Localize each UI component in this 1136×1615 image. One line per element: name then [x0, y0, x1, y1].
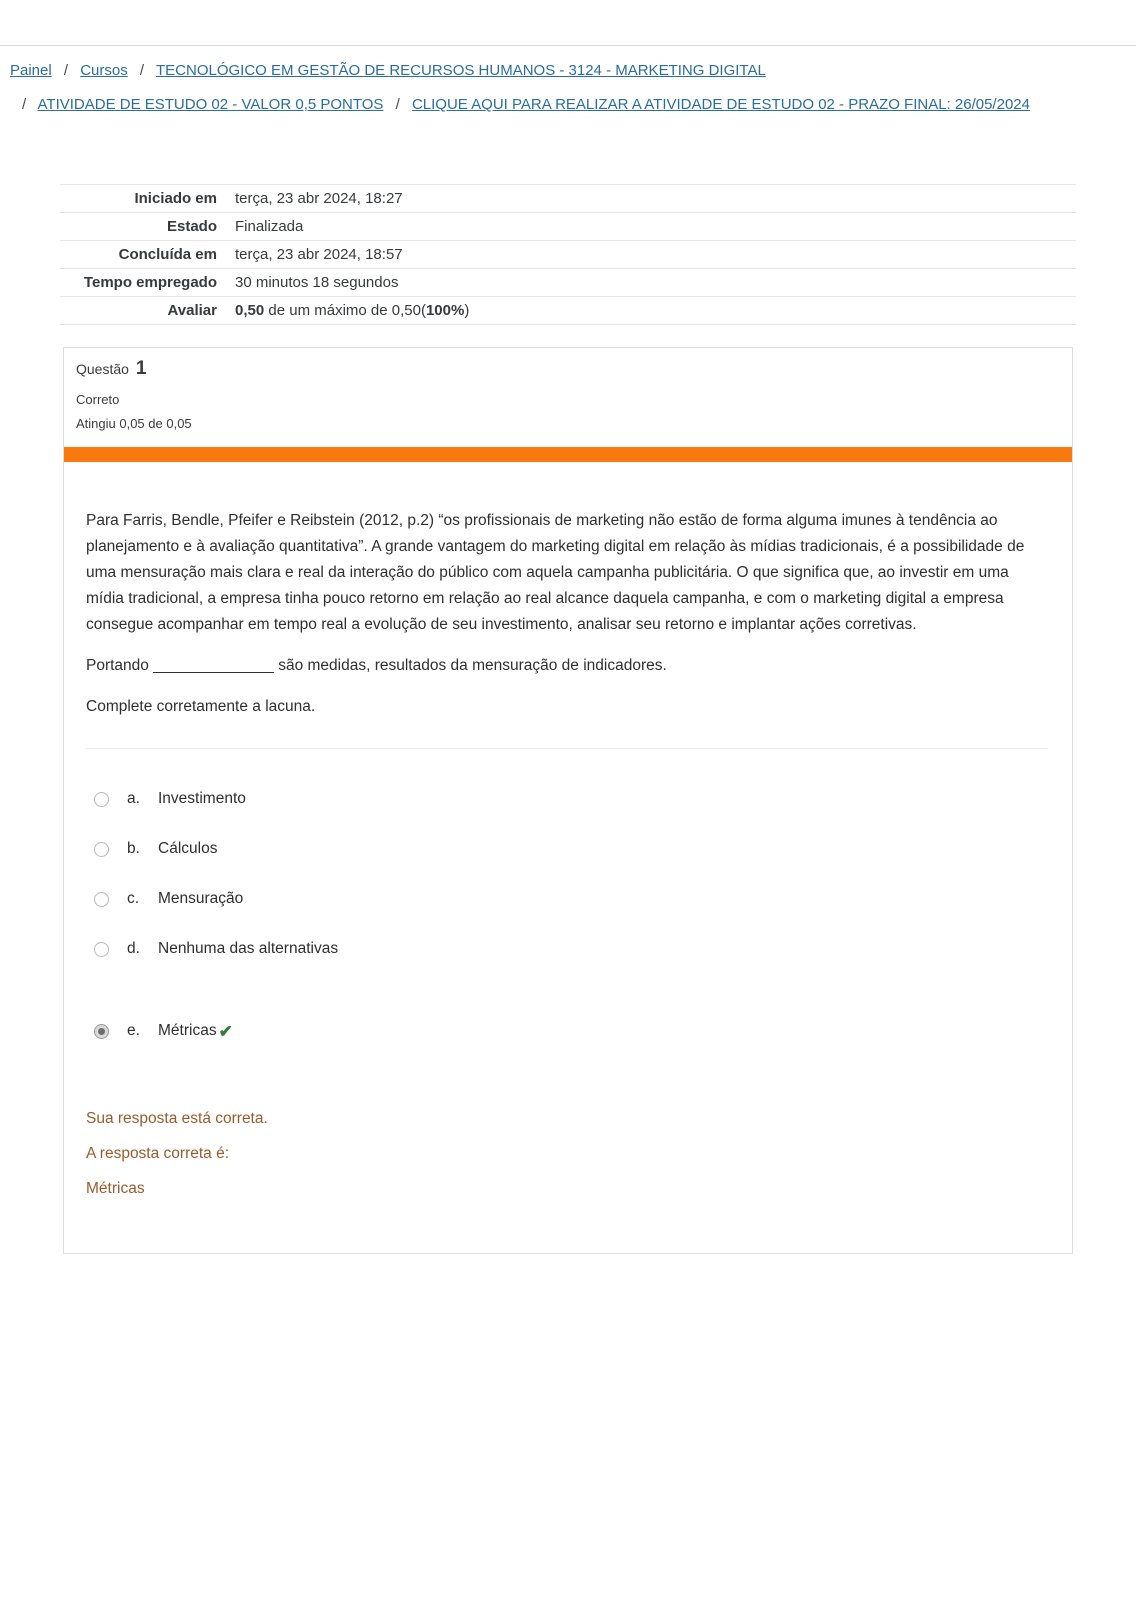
answer-option-d	[94, 936, 1048, 962]
answer-option-e	[94, 1018, 1048, 1044]
option-letter: e.	[127, 1022, 140, 1040]
quiz-summary-table	[60, 184, 1076, 325]
summary-label: Estado	[166, 218, 217, 235]
breadcrumb-separator: /	[139, 62, 145, 79]
summary-value: terça, 23 abr 2024, 18:27	[235, 190, 403, 207]
question-text-blank-sentence: Portando ______________ são medidas, resultados da mensuração de indicadores.	[86, 657, 667, 675]
breadcrumb-separator: /	[63, 62, 69, 79]
summary-row-completed	[60, 241, 1076, 269]
breadcrumb-separator: /	[22, 96, 27, 113]
breadcrumb-separator: /	[395, 96, 400, 113]
grade-text-end: )	[464, 302, 470, 319]
question-grade: Atingiu 0,05 de 0,05	[76, 416, 192, 431]
breadcrumb-line-1	[10, 60, 1124, 81]
option-letter: d.	[127, 940, 140, 958]
breadcrumb-link-painel[interactable]: Painel	[10, 62, 52, 79]
summary-value: terça, 23 abr 2024, 18:57	[235, 246, 403, 263]
option-text: Cálculos	[158, 840, 218, 858]
breadcrumb-link-course[interactable]: TECNOLÓGICO EM GESTÃO DE RECURSOS HUMANOS - 3124 - MARKETING DIGITAL	[155, 62, 766, 79]
breadcrumb-link-activity[interactable]: ATIVIDADE DE ESTUDO 02 - VALOR 0,5 PONTOS	[37, 96, 384, 113]
feedback-area	[86, 1106, 1048, 1202]
summary-label: Tempo empregado	[83, 274, 217, 291]
answer-options	[94, 786, 1048, 1044]
grade-text: de um máximo de 0,50(	[264, 302, 426, 319]
radio-button-d[interactable]	[94, 942, 109, 957]
question-text-instruction: Complete corretamente a lacuna.	[86, 698, 316, 716]
answer-option-b	[94, 836, 1048, 862]
question-number-value: 1	[135, 358, 147, 379]
feedback-right-answer: Métricas	[86, 1180, 145, 1198]
radio-button-e-selected[interactable]	[94, 1024, 109, 1039]
question-block	[63, 347, 1073, 1254]
radio-button-c[interactable]	[94, 892, 109, 907]
breadcrumb-link-cursos[interactable]: Cursos	[80, 62, 128, 79]
question-text-paragraph: Para Farris, Bendle, Pfeifer e Reibstein (2012, p.2) “os profissionais de marketing não estão de forma alguma imunes à tendência ao planejamento e à avaliação quantitativa”. A grande vantagem do marketing digital em relação às mídias tradicionais, é a possibilidade de uma mensuração mais clara e real da interação do público com aquela campanha publicitária. O que significa que, ao investir em uma mídia tradicional, a empresa tinha pouco retorno em relação ao real alcance daquela campanha, e com o marketing digital a empresa consegue acompanhar em tempo real a evolução de seu investimento, analisar seu retorno e implantar ações corretivas.	[86, 512, 1025, 634]
feedback-right-answer-label: A resposta correta é:	[86, 1145, 230, 1163]
radio-button-b[interactable]	[94, 842, 109, 857]
summary-row-grade	[60, 297, 1076, 325]
option-letter: a.	[127, 790, 140, 808]
question-accent-bar	[64, 447, 1072, 462]
breadcrumb-link-attempt[interactable]: CLIQUE AQUI PARA REALIZAR A ATIVIDADE DE ESTUDO 02 - PRAZO FINAL: 26/05/2024	[411, 96, 1030, 113]
question-number-label: Questão	[76, 361, 129, 377]
question-number	[76, 358, 1058, 380]
grade-value: 0,50	[235, 302, 265, 319]
answer-option-c	[94, 886, 1048, 912]
option-text: Investimento	[158, 790, 246, 808]
correct-check-icon: ✔	[218, 1021, 233, 1041]
radio-button-a[interactable]	[94, 792, 109, 807]
question-content	[64, 462, 1072, 1253]
options-divider	[86, 748, 1048, 749]
feedback-correct-message: Sua resposta está correta.	[86, 1110, 268, 1128]
summary-label: Avaliar	[167, 302, 217, 319]
option-text: Nenhuma das alternativas	[158, 940, 339, 958]
summary-value: 30 minutos 18 segundos	[235, 274, 399, 291]
breadcrumb-line-2	[10, 94, 1124, 115]
option-letter: b.	[127, 840, 140, 858]
summary-label: Concluída em	[118, 246, 217, 263]
grade-percent: 100%	[425, 302, 465, 319]
summary-row-state	[60, 213, 1076, 241]
breadcrumb	[0, 46, 1136, 136]
question-status: Correto	[76, 392, 120, 407]
summary-label: Iniciado em	[134, 190, 217, 207]
summary-value	[225, 297, 1076, 325]
option-text: Mensuração	[158, 890, 244, 908]
summary-row-time-taken	[60, 269, 1076, 297]
option-text: Métricas	[158, 1022, 217, 1040]
option-letter: c.	[127, 890, 140, 908]
summary-value: Finalizada	[235, 218, 304, 235]
answer-option-a	[94, 786, 1048, 812]
summary-row-started	[60, 185, 1076, 213]
question-info	[64, 348, 1072, 447]
